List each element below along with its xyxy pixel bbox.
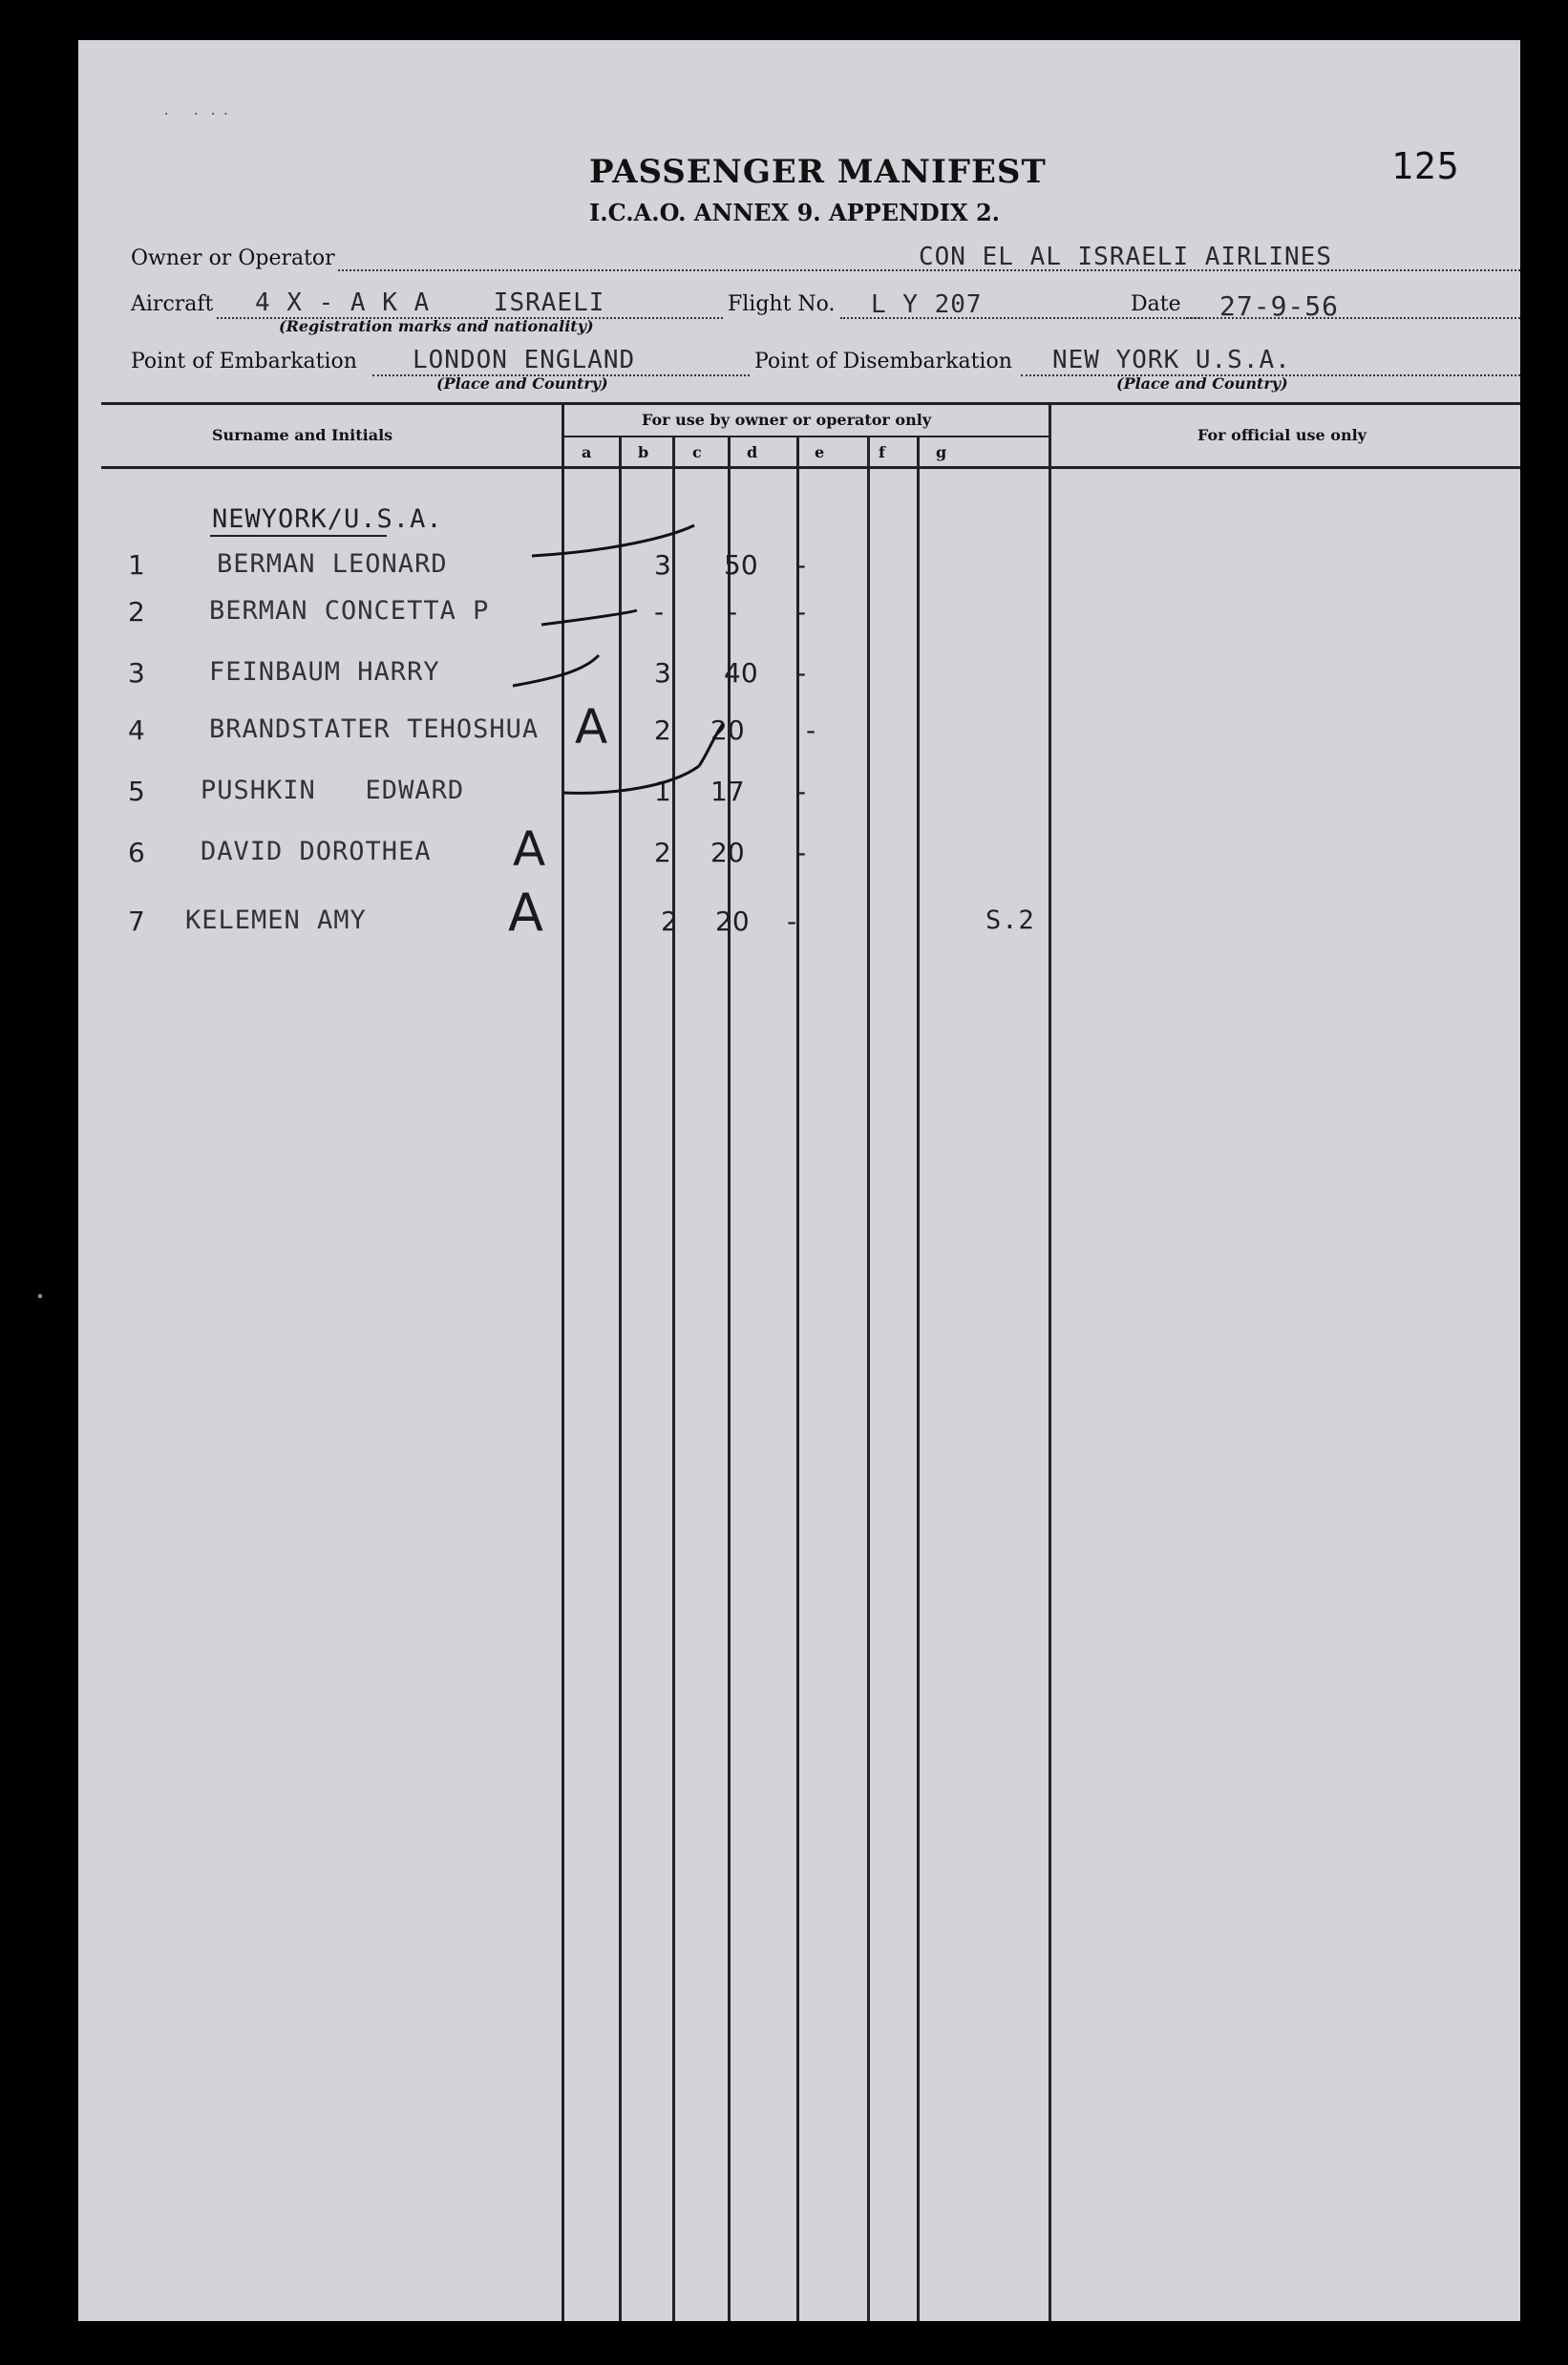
aircraft-label: Aircraft <box>131 292 214 316</box>
flight-label: Flight No. <box>728 292 836 316</box>
page-number: 125 <box>1391 145 1460 187</box>
subcol-c: c <box>692 443 702 461</box>
surname-header: Surname and Initials <box>212 426 393 444</box>
cell-b: 1 <box>654 776 671 807</box>
cell-c: 50 <box>724 549 758 581</box>
cell-d: - <box>796 776 807 807</box>
manifest-subtitle: I.C.A.O. ANNEX 9. APPENDIX 2. <box>589 199 1000 226</box>
disembark-label: Point of Disembarkation <box>754 350 1012 373</box>
cell-b: 2 <box>661 906 678 937</box>
cell-d: - <box>796 657 807 689</box>
cell-g: S.2 <box>985 906 1035 935</box>
subcol-d: d <box>747 443 758 461</box>
cell-b: 2 <box>654 837 671 868</box>
section-label: NEWYORK/U.S.A. <box>212 504 443 534</box>
edge-speck <box>38 1294 42 1298</box>
cell-c: - <box>728 596 738 628</box>
passenger-name: BERMAN LEONARD <box>217 549 448 579</box>
embark-caption: (Place and Country) <box>436 374 608 393</box>
aircraft-caption: (Registration marks and nationality) <box>279 317 594 335</box>
owner-value: CON EL AL ISRAELI AIRLINES <box>919 243 1332 271</box>
row-number: 6 <box>128 837 145 868</box>
passenger-name: DAVID DOROTHEA <box>201 837 432 866</box>
embark-label: Point of Embarkation <box>131 350 357 373</box>
handwritten-mark: A <box>513 821 546 877</box>
passenger-name: FEINBAUM HARRY <box>209 657 440 687</box>
cell-d: - <box>787 906 797 937</box>
row-number: 3 <box>128 657 145 689</box>
manifest-title: PASSENGER MANIFEST <box>589 153 1047 191</box>
speck-marks: · · · · <box>164 107 228 122</box>
cell-d: - <box>796 596 807 628</box>
row-number: 5 <box>128 776 145 807</box>
handwritten-mark: A <box>508 883 543 943</box>
cell-d: - <box>796 549 807 581</box>
row-number: 4 <box>128 714 145 746</box>
cell-b: 3 <box>654 657 671 689</box>
date-label: Date <box>1131 292 1181 316</box>
date-value: 27-9-56 <box>1219 290 1340 322</box>
official-use-header: For official use only <box>1197 426 1367 444</box>
subcol-f: f <box>879 443 885 461</box>
row-number: 1 <box>128 549 145 581</box>
owner-use-header: For use by owner or operator only <box>642 411 932 429</box>
subcol-b: b <box>638 443 649 461</box>
embark-value: LONDON ENGLAND <box>413 346 636 374</box>
cell-b: 2 <box>654 714 671 746</box>
subcol-g: g <box>936 443 947 461</box>
subcol-e: e <box>815 443 825 461</box>
cell-b: - <box>654 596 665 628</box>
row-number: 7 <box>128 906 145 937</box>
row-number: 2 <box>128 596 145 628</box>
cell-c: 20 <box>710 837 745 868</box>
cell-d: - <box>796 837 807 868</box>
passenger-name: KELEMEN AMY <box>185 906 367 935</box>
cell-c: 20 <box>715 906 750 937</box>
passenger-name: BRANDSTATER TEHOSHUA <box>209 714 540 744</box>
handwritten-strokes <box>78 40 1520 995</box>
cell-b: 3 <box>654 549 671 581</box>
passenger-name: PUSHKIN EDWARD <box>201 776 465 805</box>
owner-label: Owner or Operator <box>131 246 335 270</box>
cell-c: 17 <box>710 776 745 807</box>
cell-c: 20 <box>710 714 745 746</box>
flight-value: L Y 207 <box>871 290 983 319</box>
cell-d: - <box>806 714 816 746</box>
cell-c: 40 <box>724 657 758 689</box>
manifest-sheet <box>78 40 1520 2321</box>
handwritten-mark: A <box>575 699 608 755</box>
subcol-a: a <box>582 443 592 461</box>
disembark-caption: (Place and Country) <box>1116 374 1288 393</box>
disembark-value: NEW YORK U.S.A. <box>1052 346 1291 374</box>
passenger-name: BERMAN CONCETTA P <box>209 596 490 626</box>
aircraft-value: 4 X - A K A ISRAELI <box>255 288 605 317</box>
